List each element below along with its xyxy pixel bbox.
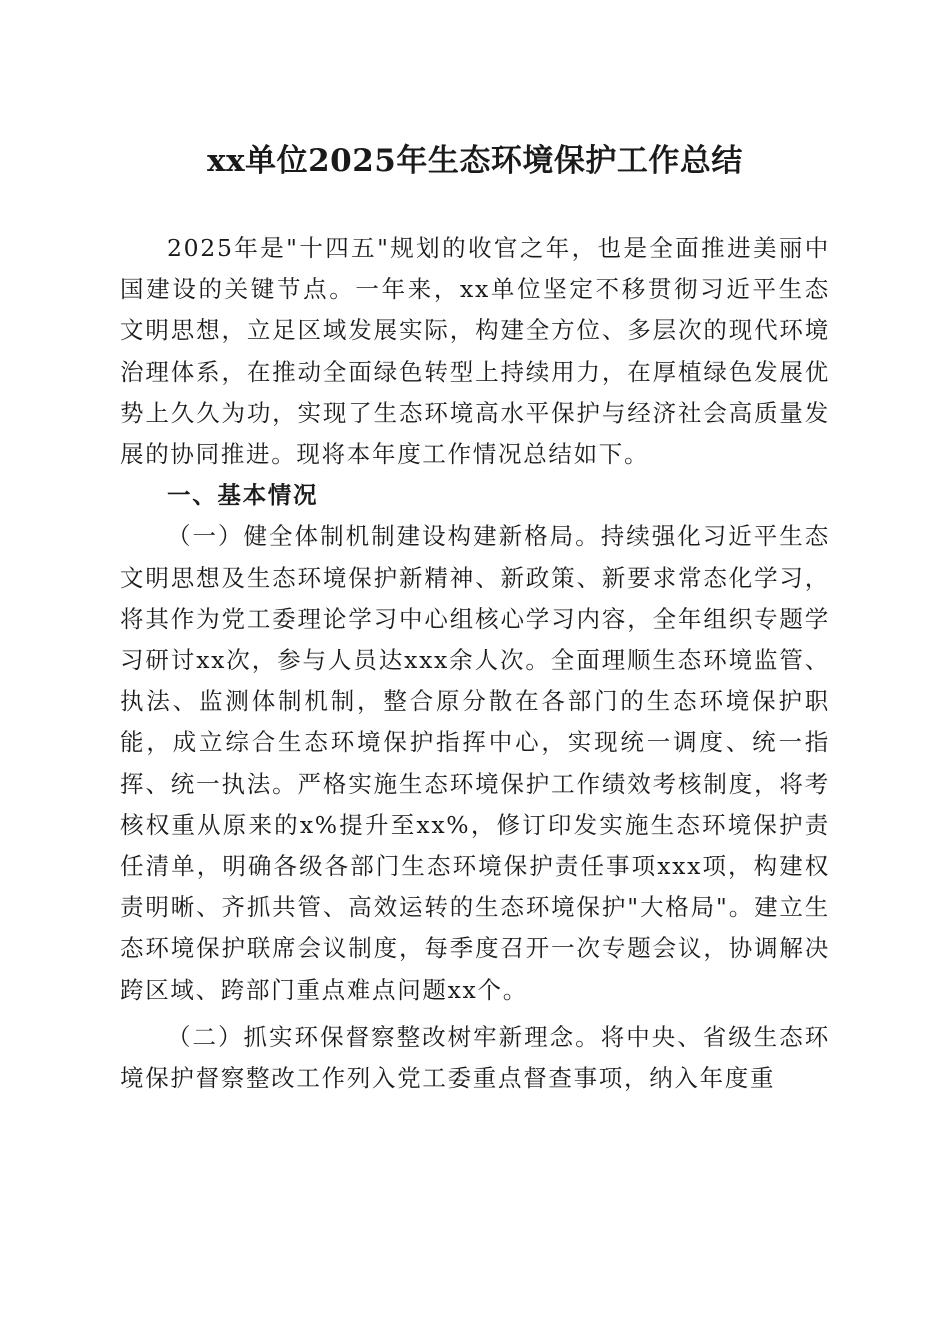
item-1-text: 持续强化习近平生态文明思想及生态环境保护新精神、新政策、新要求常态化学习，将其作为党工委理论学习中心组核心学习内容，全年组织专题学习研讨xx次，参与人员达xxx余人次。全面理顺生态环境监管、执法、监测体制机制，整合原分散在各部门的生态环境保护职能，成立综合生态环境保护指挥中心，实现统一调度、统一指挥、统一执法。严格实施生态环境保护工作绩效考核制度，将考核权重从原来的x%提升至xx%，修订印发实施生态环境保护责任清单，明确各级各部门生态环境保护责任事项xxx项，构建权责明晰、齐抓共管、高效运转的生态环境保护"大格局"。建立生态环境保护联席会议制度，每季度召开一次专题会议，协调解决跨区域、跨部门重点难点问题xx个。 (120, 522, 830, 1004)
item-1-heading: （一）健全体制机制建设构建新格局。 (167, 522, 601, 551)
paragraph-item-2 (120, 1017, 830, 1099)
item-2-text: 将中央、省级生态环境保护督察整改工作列入党工委重点督查事项，纳入年度重 (120, 1022, 830, 1093)
intro-paragraph: 2025年是"十四五"规划的收官之年，也是全面推进美丽中国建设的关键节点。一年来，xx单位坚定不移贯彻习近平生态文明思想，立足区域发展实际，构建全方位、多层次的现代环境治理体系，在推动全面绿色转型上持续用力，在厚植绿色发展优势上久久为功，实现了生态环境高水平保护与经济社会高质量发展的协同推进。现将本年度工作情况总结如下。 (120, 234, 830, 469)
document-title: xx单位2025年生态环境保护工作总结 (207, 143, 743, 179)
paragraph-item-1 (120, 516, 830, 1010)
document-body (120, 228, 830, 1099)
item-2-heading: （二）抓实环保督察整改树牢新理念。 (167, 1022, 601, 1051)
section-heading-basic-situation: 一、基本情况 (167, 481, 319, 510)
